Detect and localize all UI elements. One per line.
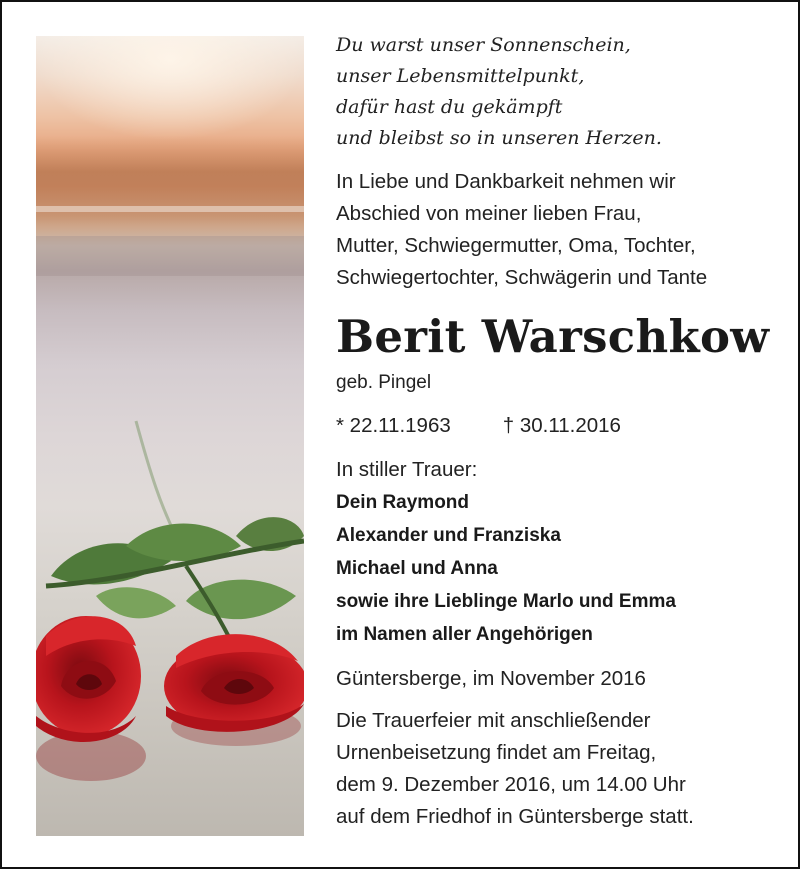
mourning-heading: In stiller Trauer: (336, 458, 478, 481)
text-column (336, 30, 776, 833)
leaf-4 (96, 587, 176, 618)
maiden-name: geb. Pingel (336, 372, 432, 393)
poem-line: unser Lebensmittelpunkt, (336, 65, 585, 87)
horizon-line (36, 206, 304, 212)
service-line: Urnenbeisetzung findet am Freitag, (336, 741, 657, 764)
service-line: dem 9. Dezember 2016, um 14.00 Uhr (336, 773, 686, 796)
poem-line: Du warst unser Sonnenschein, (336, 34, 631, 56)
poem (336, 30, 776, 154)
rose-stem (136, 421, 176, 536)
poem-line: dafür hast du gekämpft (336, 96, 563, 118)
mourner: sowie ihre Lieblinge Marlo und Emma (336, 591, 676, 612)
intro-line: In Liebe und Dankbarkeit nehmen wir (336, 170, 676, 193)
mourner: Alexander und Franziska (336, 525, 561, 546)
tree-line (36, 136, 304, 226)
intro-line: Schwiegertochter, Schwägerin und Tante (336, 266, 708, 289)
intro-text (336, 166, 776, 294)
mourners-list (336, 486, 776, 651)
place-and-date: Güntersberge, im November 2016 (336, 667, 646, 690)
mourner: im Namen aller Angehörigen (336, 624, 593, 645)
mourner: Michael und Anna (336, 558, 498, 579)
poem-line: und bleibst so in unseren Herzen. (336, 127, 662, 149)
rose-left (36, 616, 141, 742)
reflection-band (36, 236, 304, 276)
roses-illustration (36, 36, 304, 836)
intro-line: Mutter, Schwiegermutter, Oma, Tochter, (336, 234, 696, 257)
leaf-3 (186, 580, 296, 620)
rose-right (164, 634, 304, 732)
mourner: Dein Raymond (336, 492, 470, 513)
service-info (336, 705, 776, 833)
birth-date: * 22.11.1963 (336, 414, 451, 437)
deceased-name: Berit Warschkow (336, 310, 770, 363)
intro-line: Abschied von meiner lieben Frau, (336, 202, 642, 225)
death-date: † 30.11.2016 (502, 414, 621, 437)
service-line: auf dem Friedhof in Güntersberge statt. (336, 805, 694, 828)
roses-on-water-photo (36, 36, 304, 836)
service-line: Die Trauerfeier mit anschließender (336, 709, 651, 732)
life-dates (336, 410, 776, 442)
